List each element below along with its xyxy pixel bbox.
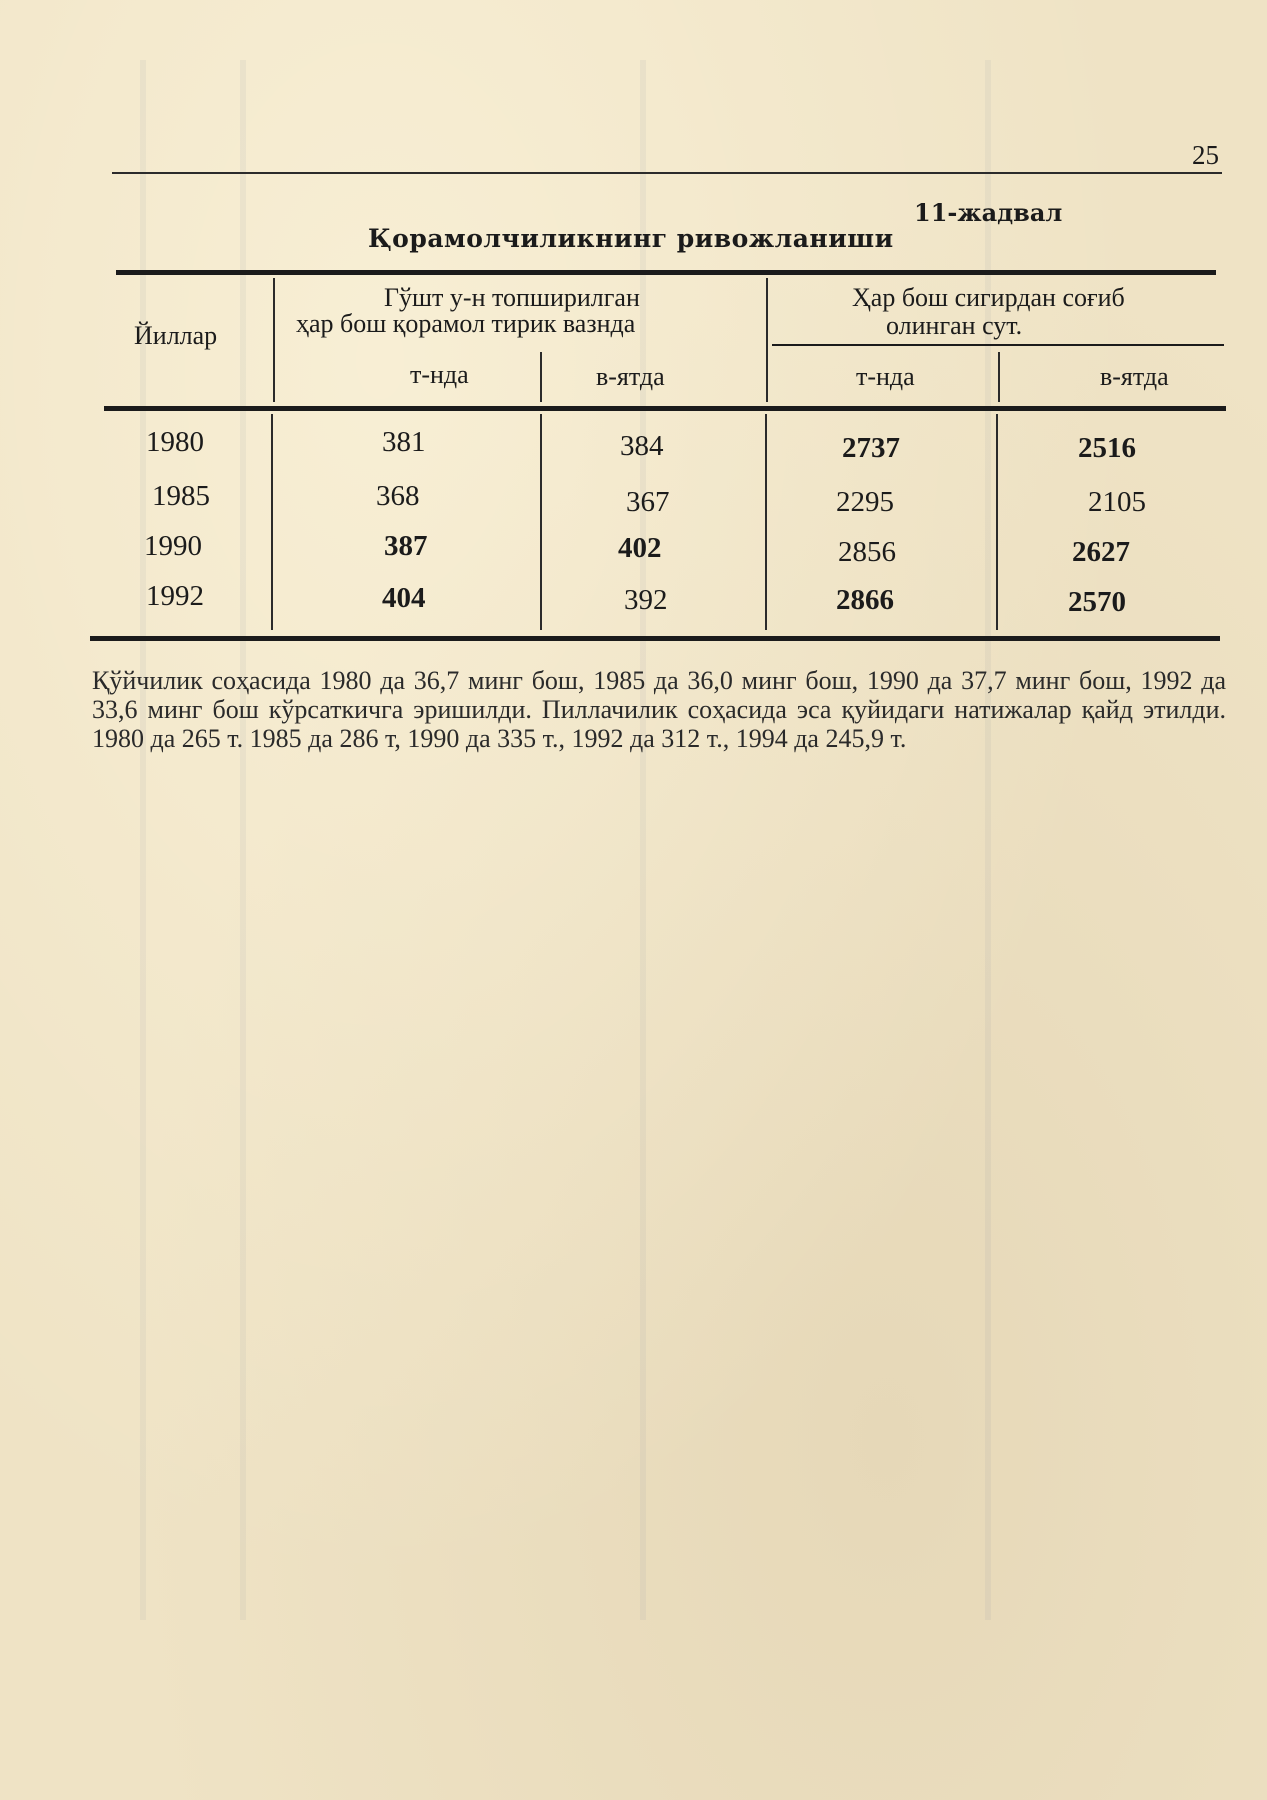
- subheader-col4: в-ятда: [1100, 362, 1169, 391]
- table-cell: 2627: [1072, 536, 1130, 568]
- table-row-year: 1992: [146, 580, 204, 612]
- header-group1-line1: Гўшт у-н топширилган: [384, 283, 640, 312]
- header-years: Йиллар: [134, 321, 218, 350]
- table-label: 11-жадвал: [914, 198, 1063, 227]
- bleed-through-mark: [240, 60, 246, 1620]
- page-number: 25: [1192, 140, 1219, 170]
- body-paragraph: Қўйчилик соҳасида 1980 да 36,7 минг бош, 1985 да 36,0 минг бош, 1990 да 37,7 минг бош, 1992 да 33,6 минг бош кўрсаткичга эришилди. Пиллачилик соҳасида эса қуйидаги натижалар қайд этилди. 1980 да 265 т. 1985 да 286 т, 1990 да 335 т., 1992 да 312 т., 1994 да 245,9 т.: [92, 666, 1226, 753]
- col-divider-c1-body: [540, 414, 542, 630]
- col-divider-sub1: [540, 352, 542, 402]
- table-cell: 387: [384, 530, 428, 562]
- table-cell: 367: [626, 486, 670, 518]
- table-cell: 2516: [1078, 432, 1136, 464]
- col-divider-c3-body: [996, 414, 998, 630]
- table-cell: 392: [624, 584, 668, 616]
- table-row-year: 1990: [144, 530, 202, 562]
- table-top-rule: [116, 270, 1216, 275]
- bleed-through-mark: [140, 60, 146, 1620]
- table-cell: 2737: [842, 432, 900, 464]
- table-row-year: 1985: [152, 480, 210, 512]
- subheader-col3: т-нда: [856, 362, 915, 391]
- header-group2-line2: олинган сут.: [886, 311, 1023, 340]
- subheader-col1: т-нда: [410, 360, 469, 389]
- table-cell: 384: [620, 430, 664, 462]
- subheader-col2: в-ятда: [596, 362, 665, 391]
- col-divider-years: [273, 278, 275, 402]
- table-cell: 404: [382, 582, 426, 614]
- col-divider-groups: [766, 278, 768, 402]
- table-cell: 2295: [836, 486, 894, 518]
- table-cell: 2866: [836, 584, 894, 616]
- header-bottom-rule: [104, 406, 1226, 411]
- table-cell: 381: [382, 426, 426, 458]
- table-cell: 2856: [838, 536, 896, 568]
- col-divider-sub2: [998, 352, 1000, 402]
- header-group1-line2: ҳар бош қорамол тирик вазнда: [296, 309, 636, 338]
- col-divider-years-body: [271, 414, 273, 630]
- bleed-through-mark: [640, 60, 646, 1620]
- group2-underline: [772, 344, 1224, 346]
- table-bottom-rule: [90, 636, 1220, 641]
- header-rule: [112, 172, 1222, 174]
- header-group2-line1: Ҳар бош сигирдан соғиб: [852, 283, 1125, 312]
- table-row-year: 1980: [146, 426, 204, 458]
- table-cell: 2570: [1068, 586, 1126, 618]
- table-cell: 2105: [1088, 486, 1146, 518]
- table-title: Қорамолчиликнинг ривожланиши: [368, 224, 894, 253]
- col-divider-c2-body: [765, 414, 767, 630]
- table-cell: 368: [376, 480, 420, 512]
- table-cell: 402: [618, 532, 662, 564]
